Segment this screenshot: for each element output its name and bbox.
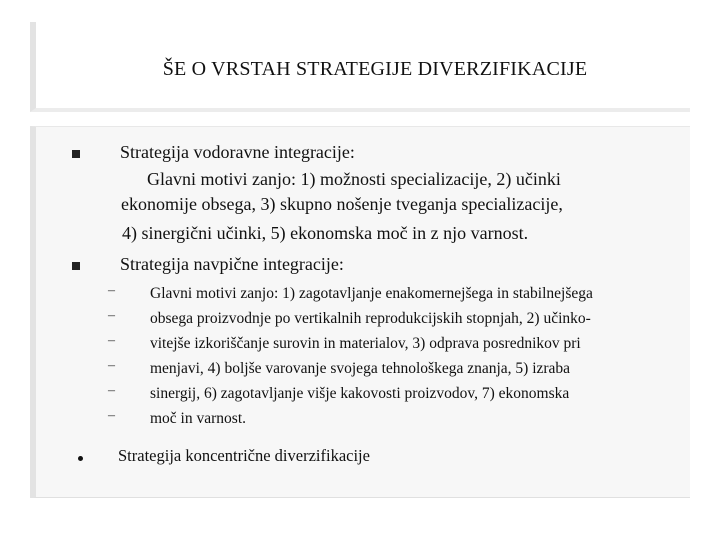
item2-line: sinergij, 6) zagotavljanje višje kakovosti proizvodov, 7) ekonomska xyxy=(150,385,570,402)
item2-line: Glavni motivi zanjo: 1) zagotavljanje enakomernejšega in stabilnejšega xyxy=(150,285,593,302)
item3-heading: Strategija koncentrične diverzifikacije xyxy=(118,446,370,465)
item1-line: Glavni motivi zanjo: 1) možnosti specializacije, 2) učinki xyxy=(147,169,561,189)
slide-title: ŠE O VRSTAH STRATEGIJE DIVERZIFIKACIJE xyxy=(162,58,588,80)
square-bullet-icon xyxy=(72,262,80,270)
item2-line: moč in varnost. xyxy=(150,410,246,427)
item2-line: vitejše izkoriščanje surovin in materialov, 3) odprava posrednikov pri xyxy=(150,335,581,352)
dash-bullet-icon: – xyxy=(108,383,115,398)
round-bullet-icon xyxy=(78,456,83,461)
dash-bullet-icon: – xyxy=(108,408,115,423)
item1-line: ekonomije obsega, 3) skupno nošenje tveganja specializacije, xyxy=(121,194,563,214)
dash-bullet-icon: – xyxy=(108,308,115,323)
dash-bullet-icon: – xyxy=(108,358,115,373)
dash-bullet-icon: – xyxy=(108,283,115,298)
item2-line: obsega proizvodnje po vertikalnih reprodukcijskih stopnjah, 2) učinko- xyxy=(150,310,591,327)
item2-line: menjavi, 4) boljše varovanje svojega tehnološkega znanja, 5) izraba xyxy=(150,360,571,377)
item1-heading: Strategija vodoravne integracije: xyxy=(120,142,355,162)
dash-bullet-icon: – xyxy=(108,333,115,348)
item2-heading: Strategija navpične integracije: xyxy=(120,254,344,274)
square-bullet-icon xyxy=(72,150,80,158)
item1-line: 4) sinergični učinki, 5) ekonomska moč in z njo varnost. xyxy=(122,223,529,243)
